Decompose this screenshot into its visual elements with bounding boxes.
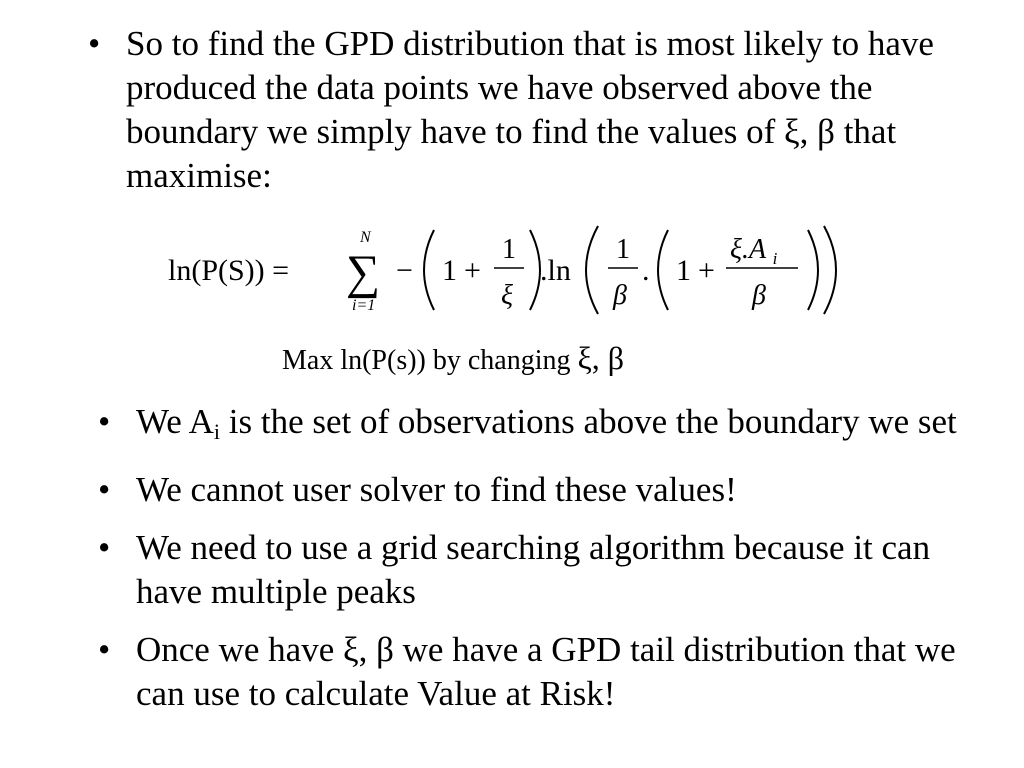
caption-text: Max ln(P(s)) by changing	[282, 345, 571, 376]
frac1-numerator: 1	[502, 234, 516, 265]
one-term-2: 1	[676, 254, 691, 287]
intro-text: So to find the GPD distribution that is most likely to have produced the data points we have observed above the boundary we simply have to find the values of ξ, β that maximise:	[126, 24, 934, 195]
bullet-marker: •	[98, 528, 111, 567]
sum-upper: N	[360, 229, 371, 246]
bullet-marker: •	[98, 470, 111, 509]
plus-sign-1: +	[464, 254, 481, 287]
bullet-list	[98, 400, 978, 730]
minus-sign: −	[396, 254, 413, 287]
frac2-denominator: β	[613, 280, 627, 311]
list-item-text: We cannot user solver to find these values!	[136, 470, 737, 509]
frac2-numerator: 1	[616, 234, 630, 265]
list-item	[98, 628, 978, 716]
log-likelihood-equation	[168, 222, 868, 320]
list-item	[98, 400, 978, 454]
plus-sign-2: +	[698, 254, 715, 287]
equation-lhs: ln(P(S)) =	[168, 254, 290, 287]
right-paren-1	[530, 230, 540, 310]
left-paren-2	[586, 226, 598, 314]
list-item-text: Once we have ξ, β we have a GPD tail distribution that we can use to calculate Value at Risk!	[136, 630, 956, 713]
sum-lower: i=1	[352, 297, 376, 314]
frac3-denominator: β	[752, 280, 766, 311]
list-item-text-pre: We A	[136, 402, 214, 441]
right-paren-2	[824, 226, 836, 314]
list-item	[98, 468, 978, 512]
right-paren-3	[808, 230, 818, 310]
frac1-denominator: ξ	[501, 280, 513, 311]
dot-ln: .ln	[540, 254, 571, 287]
subscript-i: i	[213, 419, 220, 444]
frac3-numerator	[730, 234, 778, 268]
bullet-marker: •	[88, 24, 101, 63]
list-item	[98, 526, 978, 614]
one-term-1: 1	[442, 254, 457, 287]
intro-bullet	[88, 22, 968, 198]
intro-bullet-row	[88, 22, 968, 198]
left-paren-3	[658, 230, 668, 310]
bullet-marker: •	[98, 630, 111, 669]
sum-sigma: ∑	[346, 246, 381, 299]
list-item-text	[136, 400, 978, 454]
caption-greek: ξ, β	[577, 340, 625, 376]
equation-caption	[282, 340, 624, 379]
frac3-numerator-sub: i	[772, 249, 778, 268]
bullet-marker: •	[98, 402, 111, 441]
left-paren-1	[424, 230, 434, 310]
list-item-text-post: is the set of observations above the boundary we set	[220, 402, 957, 441]
list-item-text: We need to use a grid searching algorithm because it can have multiple peaks	[136, 528, 931, 611]
frac3-numerator-main: ξ.A	[730, 234, 766, 265]
dot-sign: .	[642, 254, 650, 287]
